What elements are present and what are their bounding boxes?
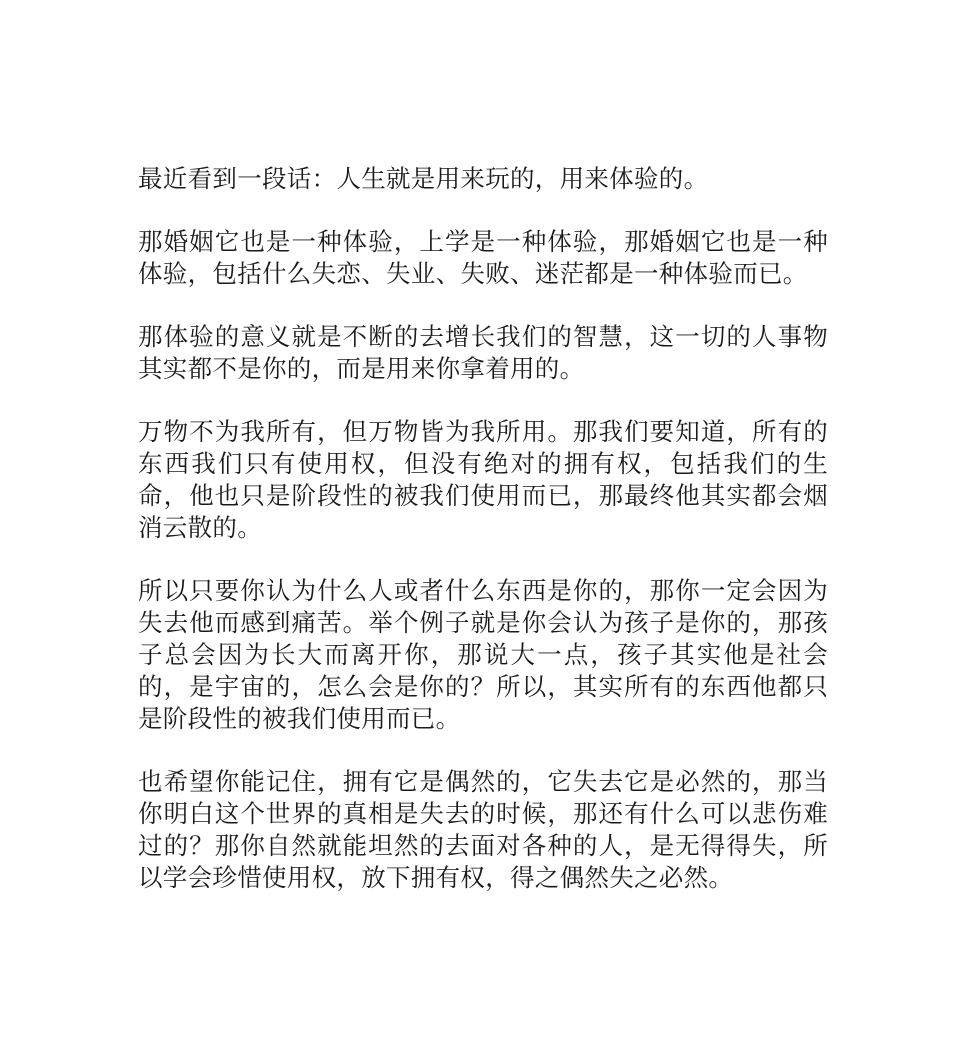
document-body [138, 163, 828, 894]
paragraph-5: 所以只要你认为什么人或者什么东西是你的，那你一定会因为失去他而感到痛苦。举个例子就是你会认为孩子是你的，那孩子总会因为长大而离开你，那说大一点，孩子其实他是社会的，是宇宙的，怎么会是你的？所以，其实所有的东西他都只是阶段性的被我们使用而已。 [138, 576, 828, 733]
paragraph-4: 万物不为我所有，但万物皆为我所用。那我们要知道，所有的东西我们只有使用权，但没有绝对的拥有权，包括我们的生命，他也只是阶段性的被我们使用而已，那最终他其实都会烟消云散的。 [138, 417, 828, 542]
paragraph-6: 也希望你能记住，拥有它是偶然的，它失去它是必然的，那当你明白这个世界的真相是失去的时候，那还有什么可以悲伤难过的？那你自然就能坦然的去面对各种的人，是无得得失，所以学会珍惜使用权，放下拥有权，得之偶然失之必然。 [138, 767, 828, 892]
paragraph-3: 那体验的意义就是不断的去增长我们的智慧，这一切的人事物其实都不是你的，而是用来你拿着用的。 [138, 322, 828, 383]
paragraph-2: 那婚姻它也是一种体验，上学是一种体验，那婚姻它也是一种体验，包括什么失恋、失业、失败、迷茫都是一种体验而已。 [138, 227, 828, 288]
paragraph-1: 最近看到一段话：人生就是用来玩的，用来体验的。 [138, 164, 709, 193]
